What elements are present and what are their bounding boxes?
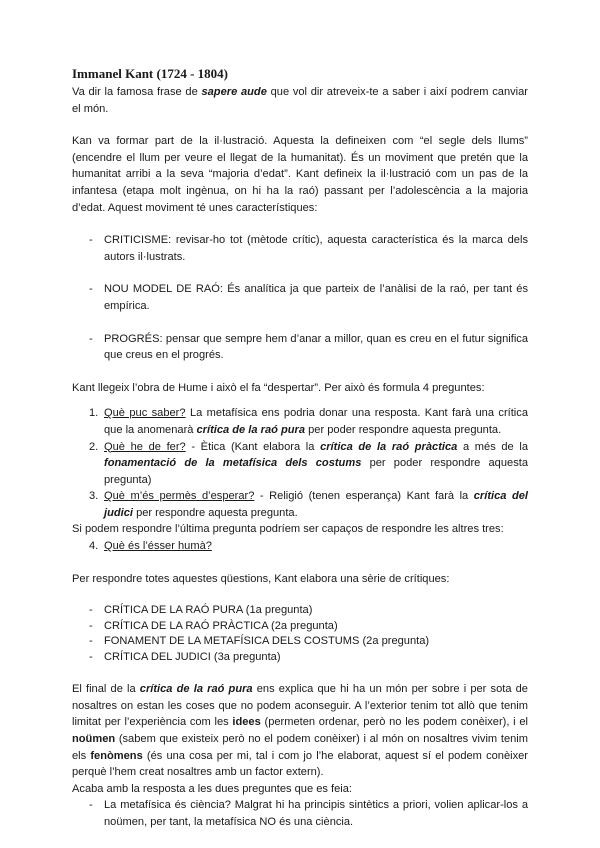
question-text: Què puc saber? [104, 407, 186, 420]
critique-name: fonamentació de la metafísica dels costums [104, 457, 362, 470]
answer-text: a més de la [457, 440, 528, 453]
answer-text: La metafísica ens podria donar una resposta. Kant farà una crítica que la anomenarà [104, 407, 528, 436]
characteristic-item [72, 232, 528, 265]
list-number: 4. [89, 540, 99, 553]
term-fenomens: fenòmens [90, 749, 143, 762]
critique-item [72, 603, 528, 619]
term-idees: idees [232, 716, 261, 729]
bullet-marker: - [89, 799, 93, 812]
characteristic-item [72, 281, 528, 314]
intro-text-end: que vol dir atreveix-te a saber i així podrem canviar el món. [72, 86, 528, 115]
closing-item [72, 797, 528, 830]
list-number: 3. [89, 490, 99, 503]
answer-text: per poder respondre aquesta pregunta. [305, 423, 502, 436]
critique-text: CRÍTICA DE LA RAÓ PRÀCTICA (2a pregunta) [104, 619, 338, 632]
bullet-marker: - [89, 234, 93, 247]
bullet-marker: - [89, 619, 93, 632]
critique-item [72, 619, 528, 635]
question-item [72, 405, 528, 438]
answer-text: per respondre aquesta pregunta. [132, 506, 298, 519]
final-text: (sabem que existeix però no el podem conèixer) i al món on nosaltres vivim tenim els [72, 733, 528, 762]
critique-name: crítica de la raó pura [196, 423, 306, 436]
question-text: Què he de fer? [104, 440, 186, 453]
critique-text: FONAMENT DE LA METAFÍSICA DELS COSTUMS (2a pregunta) [104, 635, 430, 648]
if-answer-paragraph: Si podem respondre l’última pregunta podríem ser capaços de respondre les altres tres: [72, 523, 504, 536]
question-item [72, 439, 528, 489]
final-text: (és una cosa per mi, tal i com jo l’he elaborat, aquest sí el podem conèixer perquè l’hem creat nosaltres amb un factor extern). [72, 749, 528, 779]
final-text: El final de la [72, 683, 140, 696]
sapere-aude-phrase: sapere aude [201, 86, 267, 98]
document-title: Immanel Kant (1724 - 1804) [72, 66, 228, 81]
illustracio-paragraph: Kan va formar part de la il·lustració. Aquesta la defineixen com “el segle dels llums” (encendre el llum per veure el llegat de la humanitat). És un moviment que pretén que la humanitat arribi a la seva “majoria d’edat”. Kant defineix la il·lustració com un pas de la infantesa (etapa molt ingènua, on hi ha la raó) passant per l’adolescència a la majoria d’edat. Aquest moviment té unes característiques: [72, 135, 528, 214]
characteristic-text: CRITICISME: revisar-ho tot (mètode crític), aquesta característica és la marca dels autors il·lustrats. [104, 234, 528, 263]
closing-paragraph: Acaba amb la resposta a les dues preguntes que es feia: [72, 782, 352, 795]
answer-text: per poder respondre aquesta pregunta) [104, 457, 528, 486]
final-paragraph [72, 681, 528, 781]
answer-text: - Religió (tenen esperança) Kant farà la [254, 490, 474, 503]
intro-paragraph [72, 84, 528, 117]
question-item [72, 488, 528, 521]
critiques-intro: Per respondre totes aquestes qüestions, Kant elabora una sèrie de crítiques: [72, 572, 450, 585]
list-number: 2. [89, 440, 99, 453]
bullet-marker: - [89, 604, 93, 617]
list-number: 1. [89, 407, 99, 420]
hume-paragraph: Kant llegeix l’obra de Hume i això el fa “despertar”. Per això és formula 4 preguntes: [72, 381, 485, 394]
term-noumen: noümen [72, 733, 116, 746]
final-text: ens explica que hi ha un món per sobre i per sota de nosaltres on estan les coses que no podem aconseguir. A l’exterior tenim tot allò que tenim limitat per l’experiència com les [72, 683, 528, 729]
bullet-marker: - [89, 635, 93, 648]
bullet-marker: - [89, 283, 93, 296]
critique-text: CRÍTICA DE LA RAÓ PURA (1a pregunta) [104, 604, 313, 617]
characteristic-item [72, 331, 528, 364]
characteristic-text: NOU MODEL DE RAÓ: És analítica ja que parteix de l’anàlisi de la raó, per tant és empírica. [104, 283, 528, 312]
document-body [72, 66, 528, 831]
answer-text: - Ètica (Kant elabora la [185, 440, 321, 453]
critique-item [72, 634, 528, 650]
critique-item [72, 650, 528, 666]
final-text: (permeten ordenar, però no les podem conèixer), i el [260, 716, 528, 729]
bullet-marker: - [89, 332, 93, 345]
bullet-marker: - [89, 650, 93, 663]
question-item [72, 538, 528, 555]
critique-text: CRÍTICA DEL JUDICI (3a pregunta) [104, 650, 281, 663]
critique-name: crítica del judici [104, 490, 528, 519]
question-text: Què és l’ésser humà? [104, 540, 212, 553]
closing-item-text: La metafísica és ciència? Malgrat hi ha principis sintètics a priori, volien aplicar-los a noümen, per tant, la metafísica NO és una ciència. [104, 799, 528, 828]
critique-name: crítica de la raó pràctica [320, 440, 458, 453]
critique-name: crítica de la raó pura [139, 683, 253, 696]
question-text: Què m’és permès d’esperar? [104, 490, 255, 503]
intro-text: Va dir la famosa frase de [72, 86, 202, 98]
characteristic-text: PROGRÉS: pensar que sempre hem d’anar a millor, quan es creu en el futur significa que creus en el progrés. [104, 332, 528, 362]
